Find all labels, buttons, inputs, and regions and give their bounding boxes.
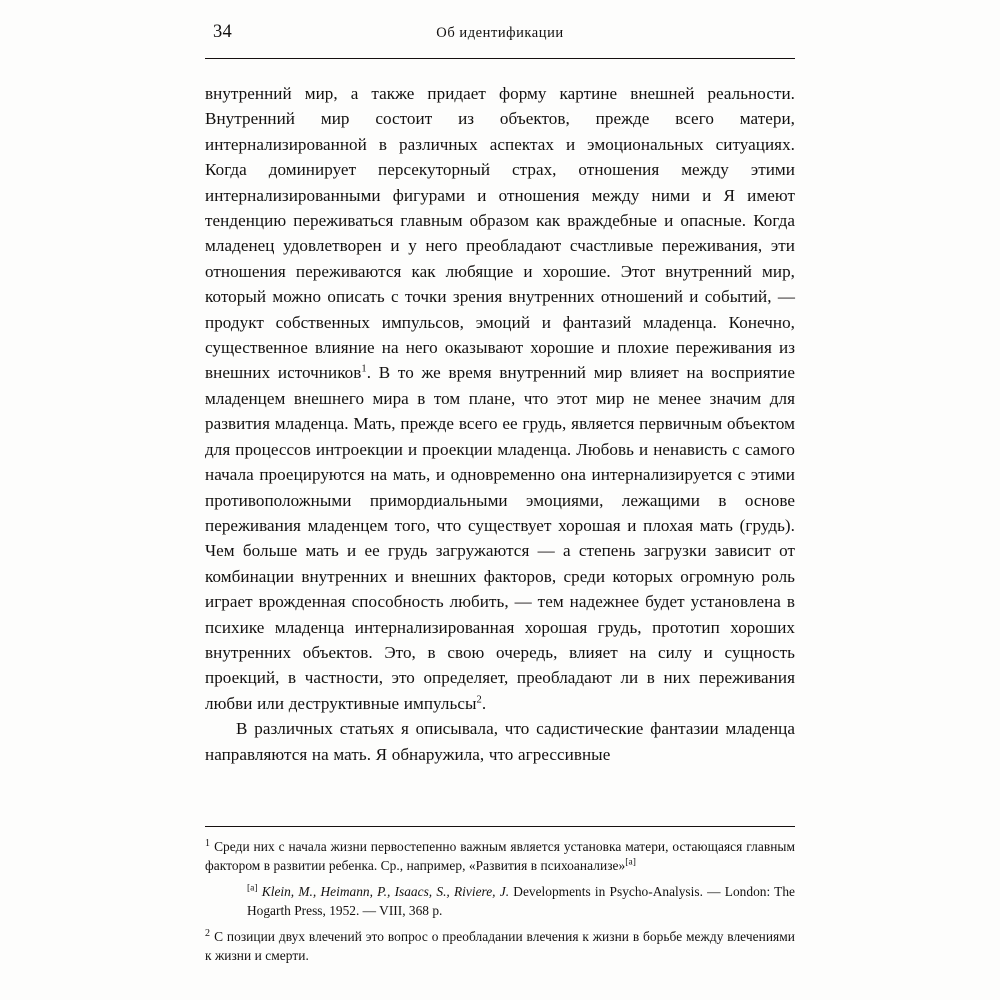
bibliography-rest: Developments in Psycho-Analysis. — London: The Hogarth Press, 1952. — VIII, 368 p. <box>247 884 795 918</box>
page-number: 34 <box>213 22 233 42</box>
footnote-2-text: С позиции двух влечений это вопрос о преобладании влечения к жизни в борьбе между влечениями к жизни и смерти. <box>205 929 795 963</box>
paragraph-2: В различных статьях я описывала, что садистические фантазии младенца направляются на мать. Я обнаружила, что агрессивные <box>205 719 795 764</box>
running-title: Об идентификации <box>436 25 564 41</box>
footnote-reference-1[interactable]: 1 <box>361 363 367 375</box>
footnote-1-marker: 1 <box>205 837 211 849</box>
footnote-2-marker: 2 <box>205 927 211 939</box>
bibliography-authors: Klein, M., Heimann, P., Isaacs, S., Riviere, J. <box>261 884 510 900</box>
footnote-area <box>205 826 795 972</box>
paragraph-1-part-c: . <box>481 693 487 713</box>
paragraph-1-part-b: . В то же время внутренний мир влияет на восприятие младенцем внешнего мира в том плане, что этот мир не менее значим для развития младенца. Мать, прежде всего ее грудь, является первичным объектом для процессов интроекции и проекции младенца. Любовь и ненависть с самого начала проецируются на мать, и одновременно она интернализируется с этими противоположными примордиальными эмоциями, лежащими в основе переживания младенцем того, что существует хорошая и плохая мать (грудь). Чем больше мать и ее грудь загружаются — а степень загрузки зависит от комбинации внутренних и внешних факторов, среди которых огромную роль играет врожденная способность любить, — тем надежнее будет установлена в психике младенца интернализированная хорошая грудь, прототип хороших внутренних объектов. Это, в свою очередь, влияет на силу и сущность проекций, в частности, это определяет, преобладают ли в них переживания любви или деструктивные импульсы <box>205 363 795 713</box>
footnote-reference-2[interactable]: 2 <box>476 694 482 706</box>
footnote-rule <box>205 826 795 827</box>
footnote-1 <box>205 838 795 875</box>
footnote-2 <box>205 928 795 965</box>
paragraph-continued <box>205 81 795 716</box>
page-content <box>205 22 795 767</box>
header-rule <box>205 58 795 59</box>
body-text <box>205 81 795 767</box>
bibliography-mark: [a] <box>247 883 258 894</box>
paragraph-1-part-a: внутренний мир, а также придает форму картине внешней реальности. Внутренний мир состоит из объектов, прежде всего матери, интернализированной в различных аспектах и эмоциональных ситуациях. Когда доминирует персекуторный страх, отношения между этими интернализированными фигурами и отношения между ними и Я имеют тенденцию переживаться главным образом как враждебные и опасные. Когда младенец удовлетворен и у него преобладают счастливые переживания, эти отношения переживаются как любящие и хорошие. Этот внутренний мир, который можно описать с точки зрения внутренних отношений и событий, — продукт собственных импульсов, эмоций и фантазий младенца. Конечно, существенное влияние на него оказывают хорошие и плохие переживания из внешних источников <box>205 84 795 383</box>
footnote-1-text: Среди них с начала жизни первостепенно важным является установка матери, остающаяся главным фактором в развитии ребенка. Ср., например, «Развития в психоанализе» <box>205 839 795 873</box>
page-header <box>205 22 795 56</box>
footnote-1-ref-mark[interactable]: [a] <box>625 857 636 868</box>
bibliography-entry <box>247 883 795 920</box>
